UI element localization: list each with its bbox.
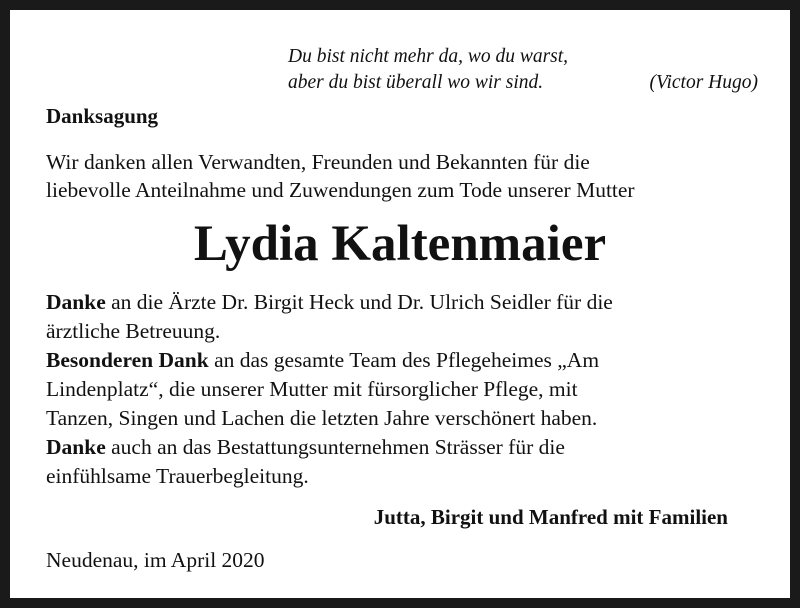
thanks-doctors-line-2: ärztliche Betreuung. [46,319,221,343]
thanks-body [46,288,770,491]
quote-line-2: aber du bist überall wo wir sind. [288,72,544,93]
place-and-date: Neudenau, im April 2020 [46,548,265,572]
thanks-funeral-line-2: einfühlsame Trauerbegleitung. [46,464,309,488]
deceased-name: Lydia Kaltenmaier [193,216,607,272]
intro-text [46,148,766,204]
thanks-care-home-line-3: Tanzen, Singen und Lachen die letzten Jahre verschönert haben. [46,406,598,430]
thanks-funeral-lead: Danke [46,435,106,459]
epigraph-quote [288,44,758,96]
thanks-doctors-line-1 [46,288,770,317]
thanks-care-home-line-2: Lindenplatz“, die unserer Mutter mit fürsorglicher Pflege, mit [46,377,578,401]
thanks-doctors-text: an die Ärzte Dr. Birgit Heck und Dr. Ulrich Seidler für die [105,290,613,314]
thanks-funeral-line-1 [46,433,770,462]
intro-line-1: Wir danken allen Verwandten, Freunden und Bekannten für die [46,150,590,174]
family-signature: Jutta, Birgit und Manfred mit Familien [373,505,728,529]
thanks-care-home-text: an das gesamte Team des Pflegeheimes „Am [208,348,600,372]
quote-line-1: Du bist nicht mehr da, wo du warst, [288,46,569,67]
thanks-funeral-text: auch an das Bestattungsunternehmen Strässer für die [105,435,565,459]
thanks-care-home-lead: Besonderen Dank [46,348,209,372]
notice-heading: Danksagung [46,104,159,128]
intro-line-2: liebevolle Anteilnahme und Zuwendungen zum Tode unserer Mutter [46,178,635,202]
quote-author: (Victor Hugo) [649,72,758,93]
thanks-doctors-lead: Danke [46,290,106,314]
thanks-care-home-line-1 [46,346,770,375]
